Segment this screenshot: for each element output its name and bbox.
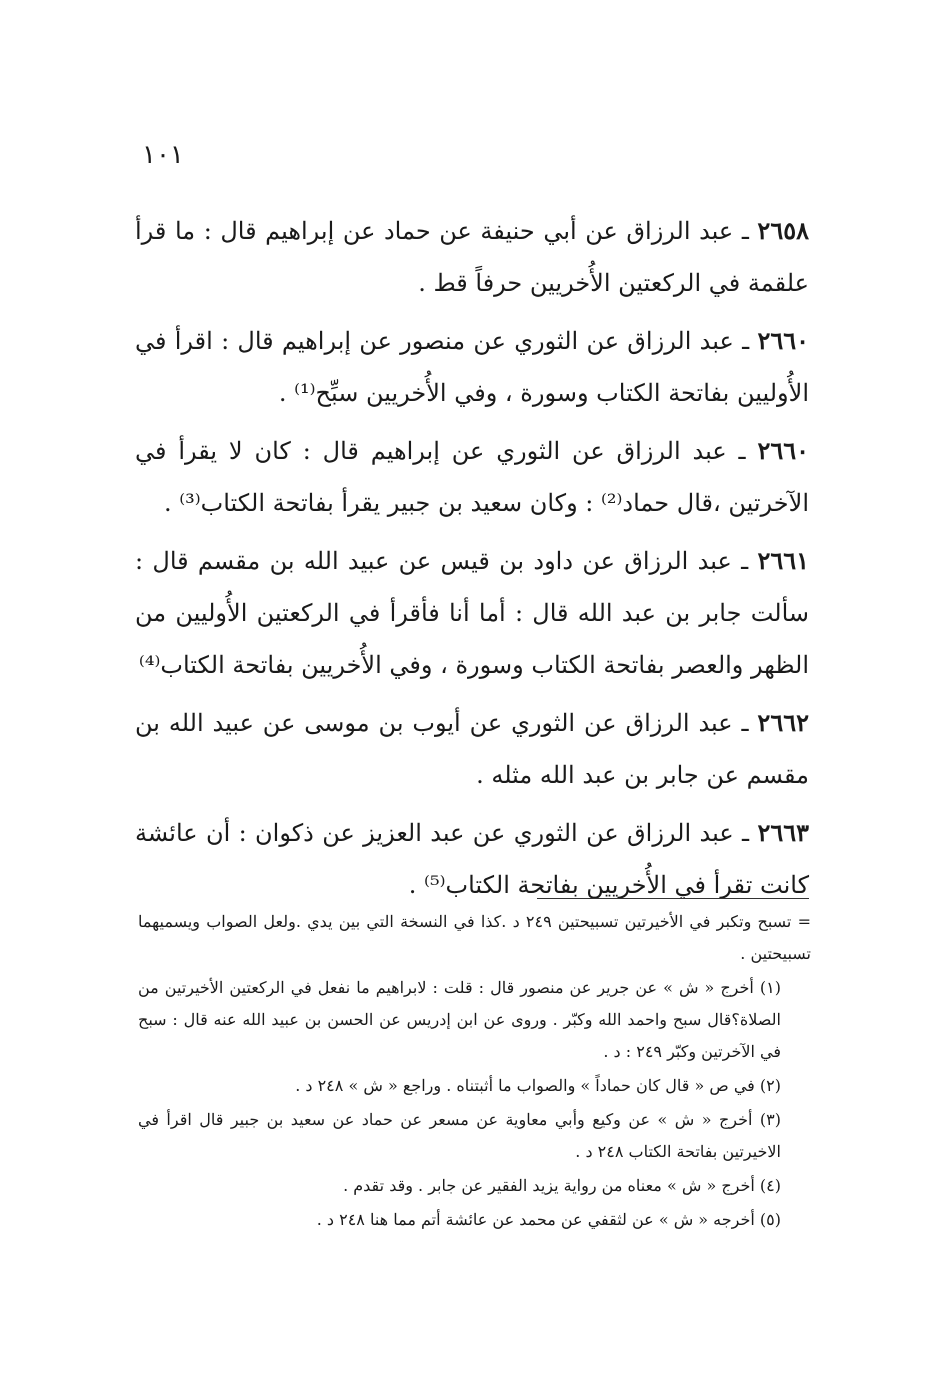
hadith-number: ٢٦٦١ bbox=[757, 546, 809, 575]
separator: ـ bbox=[741, 217, 749, 245]
footnote-text: أخرج « ش » معناه من رواية يزيد الفقير عن جابر . وقد تقدم . bbox=[343, 1176, 755, 1195]
footnote-marker: (٣) bbox=[759, 1110, 782, 1129]
separator: ـ bbox=[738, 437, 746, 465]
footnote-marker: (٥) bbox=[759, 1210, 781, 1229]
hadith-paragraph bbox=[135, 535, 809, 691]
footnote-text: أخرج « ش » عن جرير عن منصور قال : قلت : لابراهيم ما نفعل في الركعتين الأخيرتين من الصلاة؟قال سبح واحمد الله وكبّر . وروى عن ابن إدريس عن الحسن بن عبيد الله عنه قال : سبح في الآخرتين وكبّر ٢٤٩ : د . bbox=[138, 978, 781, 1061]
footnote-text: في ص « قال كان حماداً » والصواب ما أثبتناه . وراجع « ش » ٢٤٨ د . bbox=[295, 1076, 755, 1095]
hadith-text: عبد الرزاق عن داود بن قيس عن عبيد الله بن مقسم قال : سألت جابر بن عبد الله قال : أما أنا فأقرأ في الركعتين الأُوليين من الظهر والعصر بفاتحة الكتاب وسورة ، وفي الأُخريين بفاتحة الكتاب⁽⁴⁾ bbox=[135, 547, 810, 679]
hadith-paragraph bbox=[135, 697, 809, 801]
footnote-divider bbox=[537, 898, 809, 899]
hadith-paragraph bbox=[135, 315, 809, 419]
hadith-text: عبد الرزاق عن الثوري عن عبد العزيز عن ذكوان : أن عائشة كانت تقرأ في الأُخريين بفاتحة الكتاب⁽⁵⁾ . bbox=[135, 819, 809, 899]
footnote bbox=[138, 906, 811, 970]
page-number: ١٠١ bbox=[142, 140, 184, 170]
footnote-text: أخرج « ش » عن وكيع وأبي معاوية عن مسعر عن حماد عن سعيد بن جبير قال اقرأ في الاخيرتين بفاتحة الكتاب ٢٤٨ د . bbox=[138, 1110, 781, 1161]
hadith-text: عبد الرزاق عن الثوري عن أيوب بن موسى عن عبيد الله بن مقسم عن جابر بن عبد الله مثله . bbox=[135, 709, 809, 789]
hadith-text: عبد الرزاق عن الثوري عن إبراهيم قال : كان لا يقرأ في الآخرتين ،قال حماد⁽²⁾ : وكان سعيد بن جبير يقرأ بفاتحة الكتاب⁽³⁾ . bbox=[135, 437, 809, 517]
hadith-number: ٢٦٦٠ bbox=[757, 326, 809, 355]
footnote-marker: (٢) bbox=[759, 1076, 781, 1095]
hadith-number: ٢٦٦٢ bbox=[757, 708, 809, 737]
footnote-text: أخرجه « ش » عن لثقفي عن محمد عن عائشة أتم مما هنا ٢٤٨ د . bbox=[316, 1210, 755, 1229]
footnote-text: = تسبح وتكبر في الأخيرتين تسبيحتين ٢٤٩ د .كذا في النسخة التي بين يدي .ولعل الصواب ويسميهما تسبيحتين . bbox=[138, 912, 811, 963]
hadith-paragraph bbox=[135, 807, 809, 911]
hadith-number: ٢٦٥٨ bbox=[757, 216, 809, 245]
footnote bbox=[138, 1104, 811, 1168]
hadith-number: ٢٦٦٠ bbox=[757, 436, 809, 465]
separator: ـ bbox=[741, 547, 749, 575]
footnote bbox=[138, 1204, 811, 1236]
main-text bbox=[135, 205, 809, 917]
footnote bbox=[138, 1070, 811, 1102]
hadith-paragraph bbox=[135, 425, 809, 529]
hadith-text: عبد الرزاق عن الثوري عن منصور عن إبراهيم قال : اقرأ في الأُوليين بفاتحة الكتاب وسورة ، وفي الأُخريين سبِّح⁽¹⁾ . bbox=[135, 327, 809, 407]
hadith-text: عبد الرزاق عن أبي حنيفة عن حماد عن إبراهيم قال : ما قرأ علقمة في الركعتين الأُخريين حرفاً قط . bbox=[135, 217, 809, 297]
footnotes bbox=[138, 906, 811, 1238]
separator: ـ bbox=[742, 819, 750, 847]
hadith-paragraph bbox=[135, 205, 809, 309]
separator: ـ bbox=[741, 709, 749, 737]
footnote bbox=[138, 972, 811, 1068]
hadith-number: ٢٦٦٣ bbox=[757, 818, 809, 847]
footnote-marker: (٤) bbox=[759, 1176, 781, 1195]
separator: ـ bbox=[742, 327, 750, 355]
footnote-marker: (١) bbox=[759, 978, 781, 997]
footnote bbox=[138, 1170, 811, 1202]
